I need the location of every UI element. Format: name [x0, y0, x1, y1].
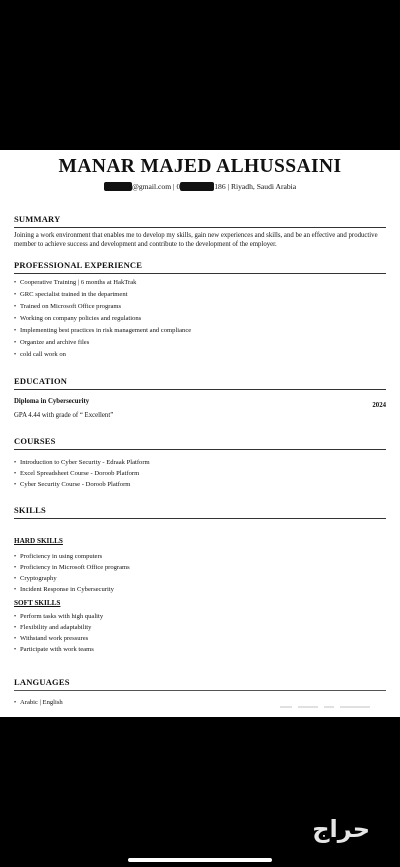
courses-list — [14, 459, 386, 489]
watermark-marks — [280, 703, 370, 711]
list-item: • Proficiency in using computers — [14, 553, 386, 561]
list-item: • Excel Spreadsheet Course - Doroob Platform — [14, 470, 386, 478]
email-suffix: @gmail.com — [131, 182, 172, 191]
watermark-logo: حراج — [312, 815, 370, 843]
contact-line — [0, 182, 400, 191]
soft-skills-title: SOFT SKILLS — [14, 599, 61, 607]
education-row — [14, 398, 386, 409]
list-item: • Introduction to Cyber Security - Edraak Platform — [14, 459, 386, 467]
list-item: • Cryptography — [14, 575, 386, 583]
location: | Riyadh, Saudi Arabia — [227, 182, 297, 191]
education-title: EDUCATION — [14, 376, 386, 390]
experience-section — [14, 260, 386, 359]
soft-skills-list — [14, 613, 386, 654]
list-item: • Organize and archive files — [14, 339, 386, 347]
hard-skills-title: HARD SKILLS — [14, 537, 63, 545]
degree: Diploma in Cybersecurity — [14, 398, 90, 405]
summary-text: Joining a work environment that enables me to develop my skills, gain new experiences and skills, and be an effective and productive member to achieve success and development and contribute to the development of the employer. — [14, 232, 378, 248]
skills-section — [14, 505, 386, 654]
summary-section — [14, 214, 386, 249]
list-item: • Implementing best practices in risk management and compliance — [14, 327, 386, 335]
home-indicator[interactable] — [128, 858, 272, 862]
experience-title: PROFESSIONAL EXPERIENCE — [14, 260, 386, 274]
redacted-phone-block — [180, 182, 214, 191]
list-item: • Cyber Security Course - Doroob Platform — [14, 481, 386, 489]
languages-title: LANGUAGES — [14, 677, 386, 691]
experience-list — [14, 279, 386, 359]
courses-section — [14, 436, 386, 489]
list-item: • Withstand work pressures — [14, 635, 386, 643]
list-item: • Participate with work teams — [14, 646, 386, 654]
bottom-dark-area — [0, 717, 400, 867]
resume-name: MANAR MAJED ALHUSSAINI — [58, 156, 342, 177]
hard-skills-list — [14, 553, 386, 594]
courses-title: COURSES — [14, 436, 386, 450]
contact-separator: | — [173, 182, 175, 191]
education-year: 2024 — [372, 402, 386, 409]
gpa: GPA 4.44 with grade of “ Excellent” — [14, 412, 114, 419]
list-item: • Perform tasks with high quality — [14, 613, 386, 621]
list-item: • cold call work on — [14, 351, 386, 359]
summary-title: SUMMARY — [14, 214, 386, 228]
list-item: • Proficiency in Microsoft Office programs — [14, 564, 386, 572]
resume-page — [0, 150, 400, 717]
list-item: • Arabic | English — [14, 699, 386, 707]
skills-title: SKILLS — [14, 505, 386, 519]
list-item: • Cooperative Training | 6 months at HakTrak — [14, 279, 386, 287]
education-section — [14, 376, 386, 419]
list-item: • Trained on Microsoft Office programs — [14, 303, 386, 311]
list-item: • Flexibility and adaptability — [14, 624, 386, 632]
phone-prefix: 0 — [176, 182, 181, 191]
redacted-email-block — [104, 182, 132, 191]
list-item: • GRC specialist trained in the department — [14, 291, 386, 299]
list-item: • Incident Response in Cybersecurity — [14, 586, 386, 594]
list-item: • Working on company policies and regulations — [14, 315, 386, 323]
phone-suffix: 186 — [214, 182, 226, 191]
